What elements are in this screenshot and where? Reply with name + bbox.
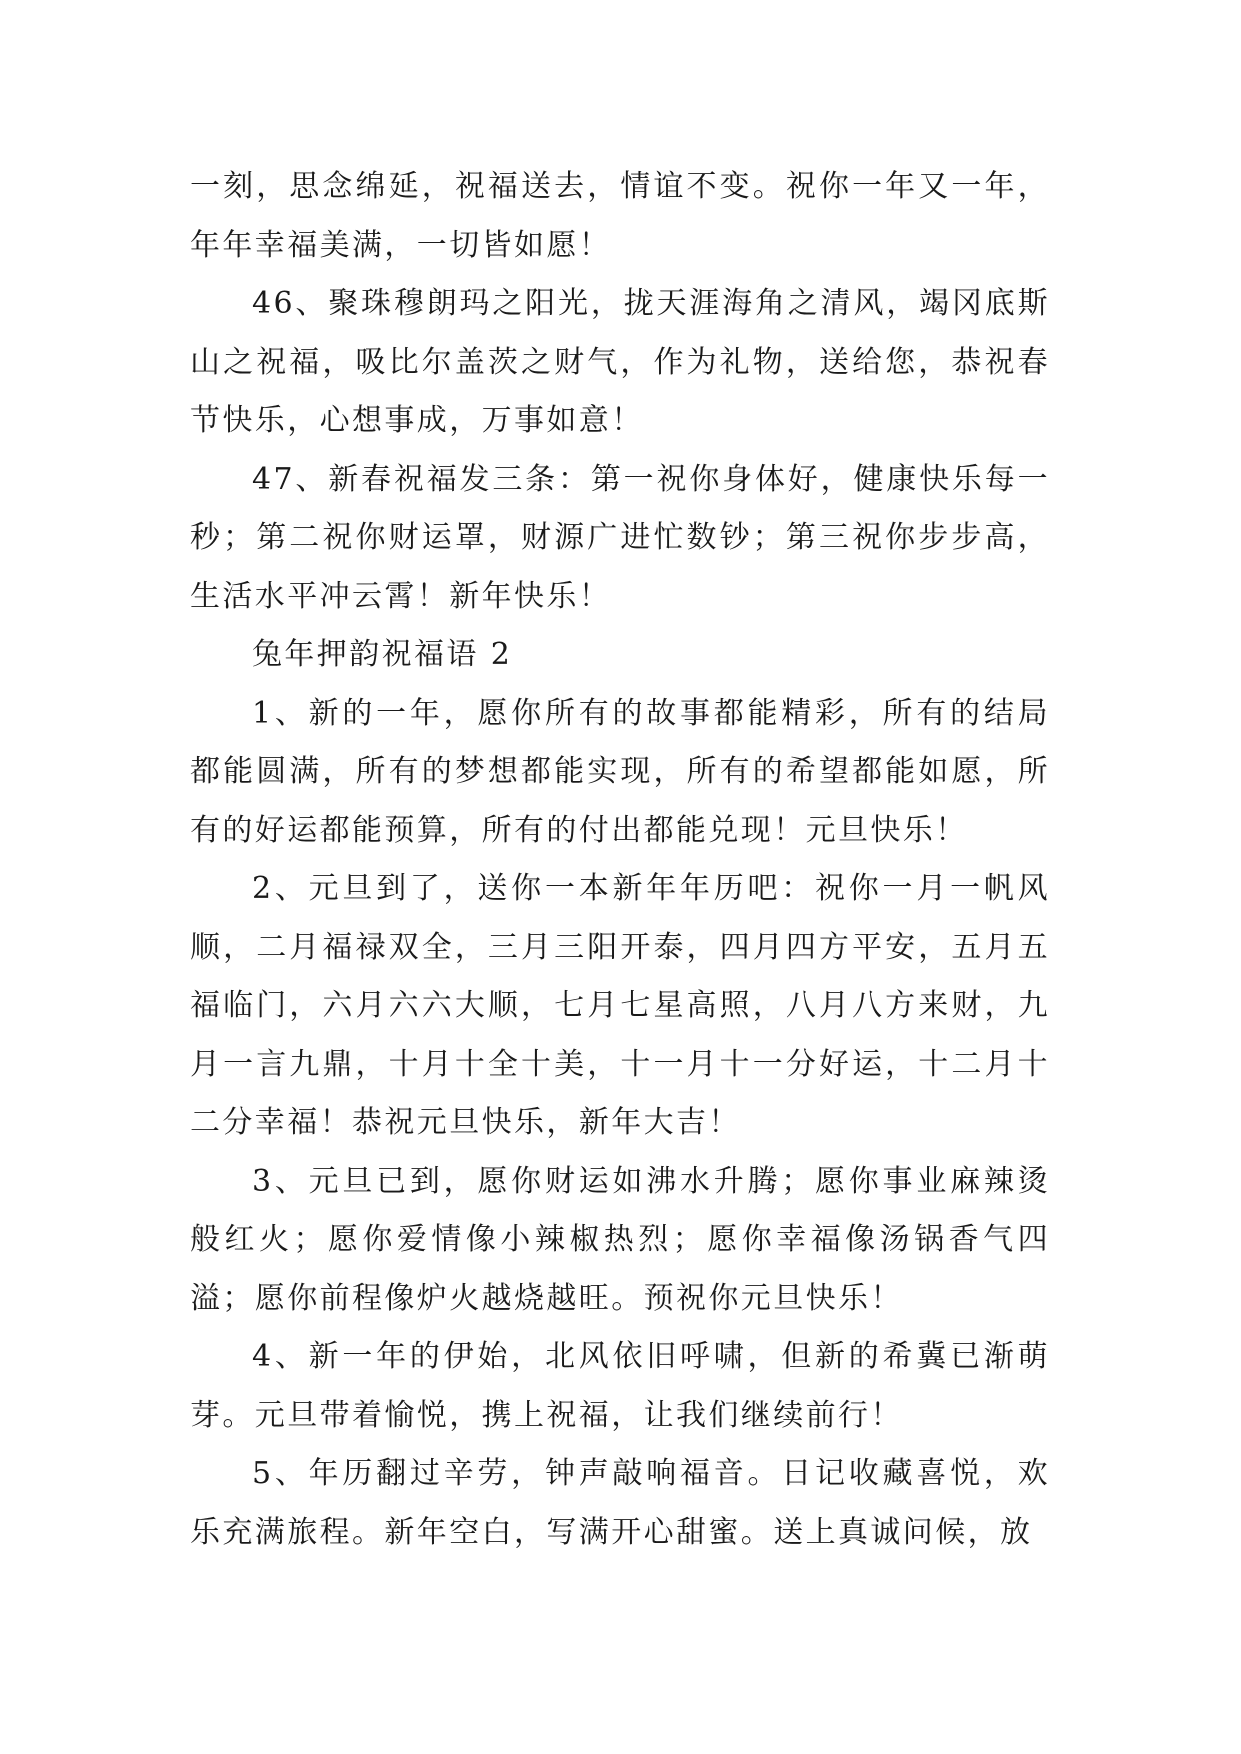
document-body [190,158,1050,1562]
paragraph-3: 3、元旦已到，愿你财运如沸水升腾；愿你事业麻辣烫般红火；愿你爱情像小辣椒热烈；愿你幸福像汤锅香气四溢；愿你前程像炉火越烧越旺。预祝你元旦快乐！ [190,1163,1050,1316]
paragraph-2: 2、元旦到了，送你一本新年年历吧：祝你一月一帆风顺，二月福禄双全，三月三阳开泰，四月四方平安，五月五福临门，六月六六大顺，七月七星高照，八月八方来财，九月一言九鼎，十月十全十美，十一月十一分好运，十二月十二分幸福！恭祝元旦快乐，新年大吉！ [190,871,1050,1140]
paragraph-5: 5、年历翻过辛劳，钟声敲响福音。日记收藏喜悦，欢乐充满旅程。新年空白，写满开心甜蜜。送上真诚问候，放 [190,1456,1050,1550]
paragraph-46: 46、聚珠穆朗玛之阳光，拢天涯海角之清风，竭冈底斯山之祝福，吸比尔盖茨之财气，作为礼物，送给您，恭祝春节快乐，心想事成，万事如意！ [190,286,1050,438]
paragraph-continuation: 一刻，思念绵延，祝福送去，情谊不变。祝你一年又一年，年年幸福美满，一切皆如愿！ [190,169,1050,263]
paragraph-1: 1、新的一年，愿你所有的故事都能精彩，所有的结局都能圆满，所有的梦想都能实现，所有的希望都能如愿，所有的好运都能预算，所有的付出都能兑现！元旦快乐！ [190,695,1050,848]
section-heading: 兔年押韵祝福语 2 [252,637,513,672]
paragraph-4: 4、新一年的伊始，北风依旧呼啸，但新的希冀已渐萌芽。元旦带着愉悦，携上祝福，让我们继续前行！ [190,1339,1050,1433]
paragraph-47: 47、新春祝福发三条：第一祝你身体好，健康快乐每一秒；第二祝你财运罩，财源广进忙数钞；第三祝你步步高，生活水平冲云霄！新年快乐！ [190,461,1050,614]
